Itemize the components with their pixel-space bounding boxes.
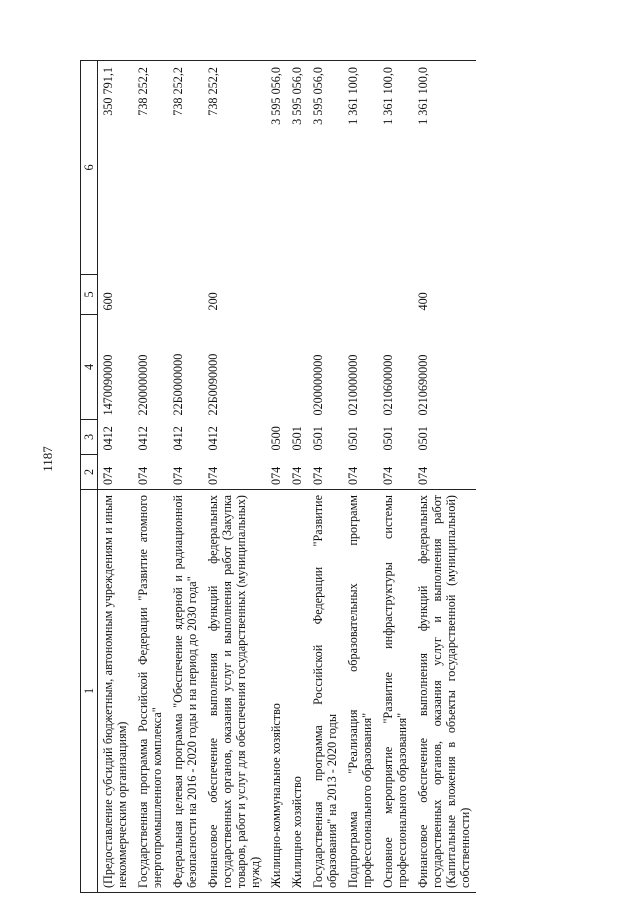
row-amount: 1 361 100,0 <box>343 61 378 275</box>
row-expense-type <box>343 275 378 315</box>
column-header-6: 6 <box>81 61 98 275</box>
row-target-code: 1470090000 <box>101 354 115 416</box>
row-amount: 738 252,2 <box>168 61 203 275</box>
row-amount: 1 361 100,0 <box>413 61 476 275</box>
row-target-code <box>287 315 308 420</box>
row-ministry-code: 074 <box>381 466 395 485</box>
column-header-5: 5 <box>81 275 98 315</box>
row-expense-type <box>168 275 203 315</box>
row-name: Финансовое обеспечение выполнения функций федеральных государственных органов, оказания услуг и выполнения работ (Капитальные вложения в объекты государственной (муниципальной) собственности) <box>413 490 476 893</box>
row-expense-type: 600 <box>101 292 115 311</box>
row-expense-type <box>133 275 168 315</box>
row-target-code: 0210690000 <box>416 354 430 416</box>
row-target-code: 22Б0090000 <box>206 353 220 416</box>
row-ministry-code: 074 <box>269 466 283 485</box>
row-section-code: 0412 <box>101 426 115 451</box>
row-section-code: 0501 <box>381 426 395 451</box>
row-ministry-code: 074 <box>290 466 304 485</box>
row-expense-type <box>308 275 343 315</box>
row-name: (Предоставление субсидий бюджетным, автономным учреждениям и иным некоммерческим организациям) <box>98 490 134 893</box>
row-target-code: 22Б0000000 <box>171 353 185 416</box>
row-amount: 3 595 056,0 <box>266 61 287 275</box>
row-expense-type: 200 <box>206 292 220 311</box>
table-row <box>287 61 308 893</box>
row-section-code: 0412 <box>206 426 220 451</box>
header-row <box>81 61 98 893</box>
table-row <box>343 61 378 893</box>
row-name: Основное мероприятие "Развитие инфраструктуры системы профессионального образования" <box>378 490 413 893</box>
row-expense-type <box>287 275 308 315</box>
row-amount: 1 361 100,0 <box>378 61 413 275</box>
table-row <box>133 61 168 893</box>
row-section-code: 0501 <box>311 426 325 451</box>
row-ministry-code: 074 <box>346 466 360 485</box>
row-section-code: 0501 <box>346 426 360 451</box>
row-section-code: 0412 <box>136 426 150 451</box>
table-row <box>203 61 266 893</box>
row-target-code: 2200000000 <box>136 354 150 416</box>
row-ministry-code: 074 <box>416 466 430 485</box>
row-section-code: 0500 <box>269 426 283 451</box>
table-row <box>308 61 343 893</box>
row-target-code: 0210000000 <box>346 354 360 416</box>
row-name: Жилищное хозяйство <box>287 490 308 893</box>
row-name: Финансовое обеспечение выполнения функций федеральных государственных органов, оказания услуг и выполнения работ (Закупка товаров, работ и услуг для обеспечения государственных (муниципальных) нужд) <box>203 490 266 893</box>
budget-table <box>80 60 476 893</box>
row-name: Жилищно-коммунальное хозяйство <box>266 490 287 893</box>
table-row <box>378 61 413 893</box>
column-header-3: 3 <box>81 420 98 455</box>
column-header-4: 4 <box>81 315 98 420</box>
row-name: Государственная программа Российской Федерации "Развитие атомного энергопромышленного комплекса" <box>133 490 168 893</box>
table-row <box>98 61 134 893</box>
row-ministry-code: 074 <box>101 466 115 485</box>
column-header-2: 2 <box>81 455 98 490</box>
row-name: Подпрограмма "Реализация образовательных программ профессионального образования" <box>343 490 378 893</box>
table-row <box>266 61 287 893</box>
row-ministry-code: 074 <box>206 466 220 485</box>
row-target-code: 0200000000 <box>311 354 325 416</box>
row-target-code: 0210600000 <box>381 354 395 416</box>
row-expense-type <box>266 275 287 315</box>
row-amount: 3 595 056,0 <box>308 61 343 275</box>
row-amount: 738 252,2 <box>203 61 266 275</box>
row-ministry-code: 074 <box>171 466 185 485</box>
page-number: 1187 <box>40 446 55 472</box>
row-section-code: 0501 <box>290 426 304 451</box>
row-ministry-code: 074 <box>311 466 325 485</box>
row-amount: 738 252,2 <box>133 61 168 275</box>
row-section-code: 0501 <box>416 426 430 451</box>
table-row <box>168 61 203 893</box>
row-amount: 3 595 056,0 <box>287 61 308 275</box>
row-name: Федеральная целевая программа "Обеспечение ядерной и радиационной безопасности на 2016 - 2020 годы и на период до 2030 года" <box>168 490 203 893</box>
row-ministry-code: 074 <box>136 466 150 485</box>
row-amount: 350 791,1 <box>98 61 134 275</box>
row-section-code: 0412 <box>171 426 185 451</box>
row-expense-type: 400 <box>416 292 430 311</box>
row-name: Государственная программа Российской Федерации "Развитие образования" на 2013 - 2020 годы <box>308 490 343 893</box>
table-row <box>413 61 476 893</box>
row-target-code <box>266 315 287 420</box>
row-expense-type <box>378 275 413 315</box>
column-header-1: 1 <box>81 490 98 893</box>
rotated-page-content <box>80 61 575 893</box>
